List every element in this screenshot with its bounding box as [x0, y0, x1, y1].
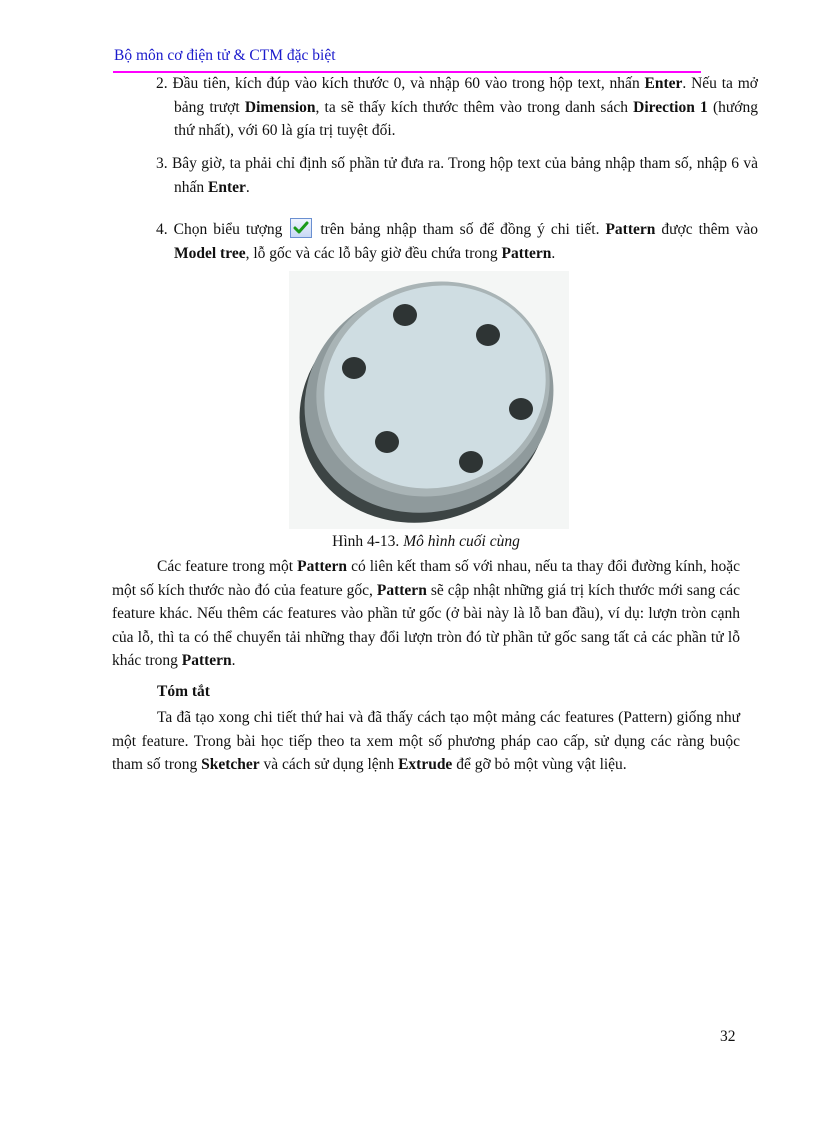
step-number: 2. [156, 75, 168, 92]
disc-model-illustration [289, 271, 569, 529]
page-header-title: Bộ môn cơ điện tử & CTM đặc biệt [114, 47, 336, 64]
check-icon [290, 218, 312, 238]
figure-caption: Hình 4-13. Mô hình cuối cùng [332, 533, 520, 550]
summary-paragraph: Ta đã tạo xong chi tiết thứ hai và đã thấy cách tạo một mảng các features (Pattern) giống như một feature. Trong bài học tiếp theo ta xem một số phương pháp cao cấp, sử dụng các ràng buộc tham số trong Sketcher và cách sử dụng lệnh Extrude để gỡ bỏ một vùng vật liệu. [112, 709, 740, 773]
step-number: 4. [156, 221, 168, 238]
step-number: 3. [156, 155, 168, 172]
page-number: 32 [720, 1028, 736, 1045]
figure-disc-model [289, 271, 569, 529]
step-4: 4. Chọn biểu tượng trên bảng nhập tham số để đồng ý chi tiết. Pattern được thêm vào Model tree, lỗ gốc và các lỗ bây giờ đều chứa trong Pattern. [156, 218, 758, 265]
step-3: 3. Bây giờ, ta phải chỉ định số phần tử đưa ra. Trong hộp text của bảng nhập tham số, nhập 6 và nhấn Enter. [156, 155, 758, 196]
step-2: 2. Đầu tiên, kích đúp vào kích thước 0, và nhập 60 vào trong hộp text, nhấn Enter. Nếu ta mở bảng trượt Dimension, ta sẽ thấy kích thước thêm vào trong danh sách Direction 1 (hướng thứ nhất), với 60 là gía trị tuyệt đối. [156, 75, 758, 139]
summary-heading: Tóm tắt [157, 683, 210, 700]
paragraph-pattern-explanation: Các feature trong một Pattern có liên kết tham số với nhau, nếu ta thay đổi đường kính, hoặc một số kích thước nào đó của feature gốc, Pattern sẽ cập nhật những giá trị kích thước mới sang các feature khác. Nếu thêm các features vào phần tử gốc (ở bài này là lỗ ban đầu), ví dụ: lượn tròn cạnh của lỗ, thì ta có thể chuyển tải những thay đổi lượn tròn đó từ phần tử gốc sang tất cả các phần tử lỗ khác trong Pattern. [112, 558, 741, 669]
